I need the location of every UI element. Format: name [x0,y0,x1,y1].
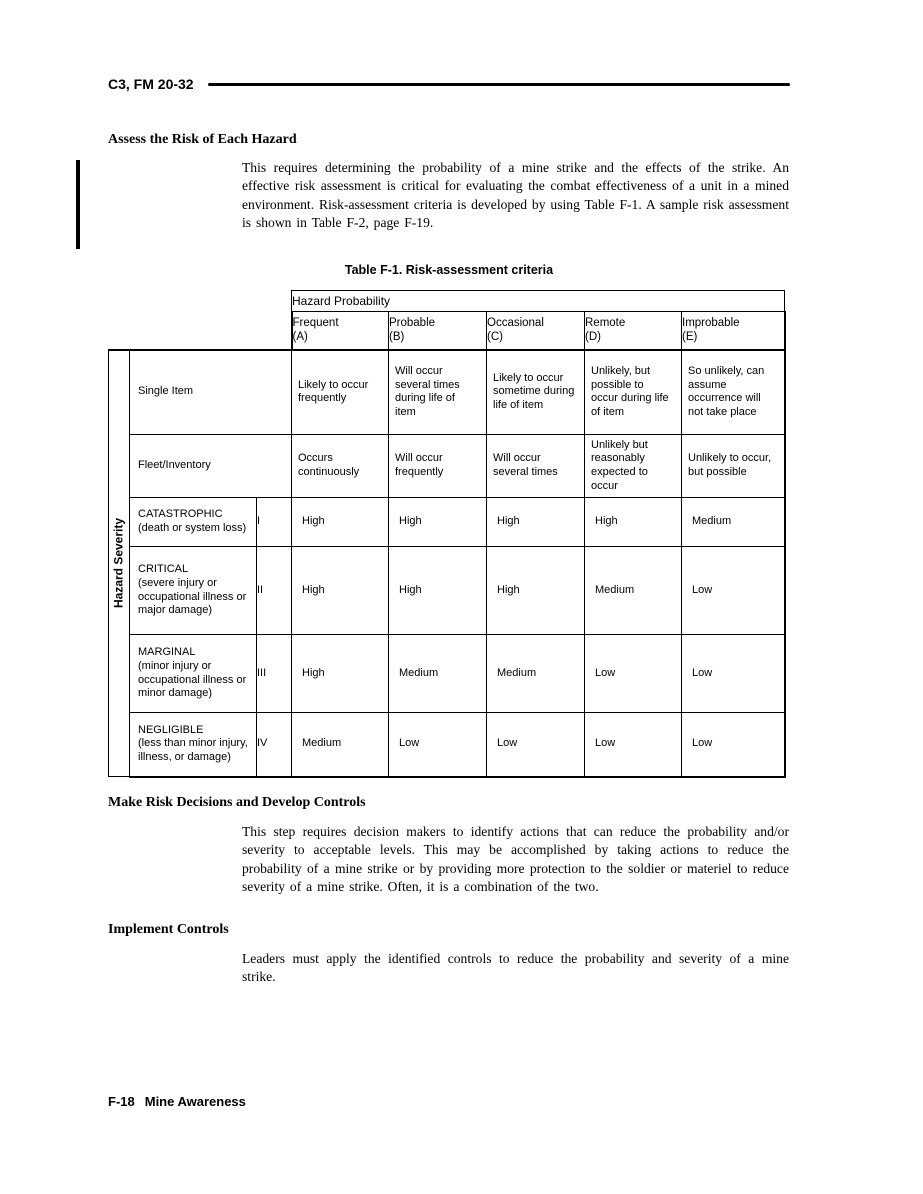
column-header-occasional [487,312,585,350]
rating-critical-improbable: Low [682,547,785,635]
rating-critical-frequent: High [292,547,389,635]
cell-fleet-remote: Unlikely but reasonably expected to occur [585,435,682,498]
severity-category: NEGLIGIBLE [138,723,204,736]
table-corner-spacer [109,291,292,350]
column-header-probable [389,312,487,350]
column-header-name: Occasional [487,316,544,329]
cell-fleet-probable: Will occur frequently [389,435,487,498]
rating-catastrophic-probable: High [389,498,487,547]
column-header-frequent [292,312,389,350]
rating-negligible-remote: Low [585,713,682,777]
row-label-fleet-inventory: Fleet/Inventory [130,435,292,498]
severity-numeral: I [257,498,292,547]
column-header-remote [585,312,682,350]
footer-page-number: F-18 [108,1094,135,1109]
row-label-catastrophic [130,498,257,547]
hazard-severity-label: Hazard Severity [111,518,126,609]
paragraph-implement-controls: Leaders must apply the identified controls to reduce the probability and severity of a mine strike. [242,951,789,985]
severity-numeral: II [257,547,292,635]
column-header-letter: (E) [682,331,698,344]
column-header-name: Probable [389,316,436,329]
column-header-letter: (B) [389,331,405,344]
header-rule [208,83,790,86]
cell-fleet-frequent: Occurs continuously [292,435,389,498]
row-label-single-item: Single Item [130,350,292,435]
rating-catastrophic-improbable: Medium [682,498,785,547]
footer-section-title: Mine Awareness [144,1094,246,1109]
column-header-letter: (A) [292,331,308,344]
section-heading-implement-controls: Implement Controls [108,922,229,937]
severity-description: (minor injury or occupational illness or minor damage) [138,659,247,700]
header-document-id: C3, FM 20-32 [108,76,194,92]
severity-category: CRITICAL [138,563,189,575]
cell-single-item-remote: Unlikely, but possible to occur during life of item [585,350,682,435]
rating-marginal-occasional: Medium [487,635,585,713]
severity-category: CATASTROPHIC [138,508,223,521]
hazard-severity-axis [109,350,130,777]
paragraph-risk-decisions: This step requires decision makers to identify actions that can reduce the probability and/or severity to acceptable levels. This may be accomplished by taking actions to reduce the probability of a mine strike or by providing more protection to the soldier or materiel to reduce severity of a mine strike. Often, it is a combination of the two. [242,824,789,895]
row-label-marginal [130,635,257,713]
running-header [108,76,790,92]
rating-critical-remote: Medium [585,547,682,635]
severity-description: (less than minor injury, illness, or damage) [138,737,248,764]
cell-fleet-occasional: Will occur several times [487,435,585,498]
change-bar [76,160,80,249]
column-header-improbable [682,312,785,350]
rating-negligible-occasional: Low [487,713,585,777]
hazard-probability-header: Hazard Probability [292,291,785,312]
page-footer [108,1094,246,1109]
rating-critical-occasional: High [487,547,585,635]
column-header-letter: (C) [487,331,503,344]
severity-description: (severe injury or occupational illness or major damage) [138,576,247,617]
rating-marginal-frequent: High [292,635,389,713]
cell-single-item-occasional: Likely to occur sometime during life of item [487,350,585,435]
column-header-name: Frequent [292,316,339,329]
rating-marginal-probable: Medium [389,635,487,713]
severity-description: (death or system loss) [138,522,247,534]
risk-assessment-table [108,290,786,778]
rating-negligible-probable: Low [389,713,487,777]
rating-marginal-remote: Low [585,635,682,713]
severity-category: MARGINAL [138,646,196,658]
rating-critical-probable: High [389,547,487,635]
severity-numeral: III [257,635,292,713]
severity-numeral: IV [257,713,292,777]
paragraph-assess-risk: This requires determining the probability of a mine strike and the effects of the strike. An effective risk assessment is critical for evaluating the combat effectiveness of a unit in a mined environment. Risk-assessment criteria is developed by using Table F-1. A sample risk assessment is shown in Table F-2, page F-19. [242,160,789,231]
row-label-negligible [130,713,257,777]
cell-fleet-improbable: Unlikely to occur, but possible [682,435,785,498]
row-label-critical [130,547,257,635]
table-caption: Table F-1. Risk-assessment criteria [344,263,554,277]
rating-catastrophic-occasional: High [487,498,585,547]
rating-negligible-frequent: Medium [292,713,389,777]
column-header-name: Remote [585,316,626,329]
rating-catastrophic-frequent: High [292,498,389,547]
cell-single-item-probable: Will occur several times during life of item [389,350,487,435]
rating-marginal-improbable: Low [682,635,785,713]
cell-single-item-frequent: Likely to occur frequently [292,350,389,435]
rating-negligible-improbable: Low [682,713,785,777]
column-header-letter: (D) [585,331,601,344]
column-header-name: Improbable [682,316,740,329]
section-heading-assess-risk: Assess the Risk of Each Hazard [108,132,297,147]
cell-single-item-improbable: So unlikely, can assume occurrence will not take place [682,350,785,435]
section-heading-risk-decisions: Make Risk Decisions and Develop Controls [108,795,366,810]
rating-catastrophic-remote: High [585,498,682,547]
